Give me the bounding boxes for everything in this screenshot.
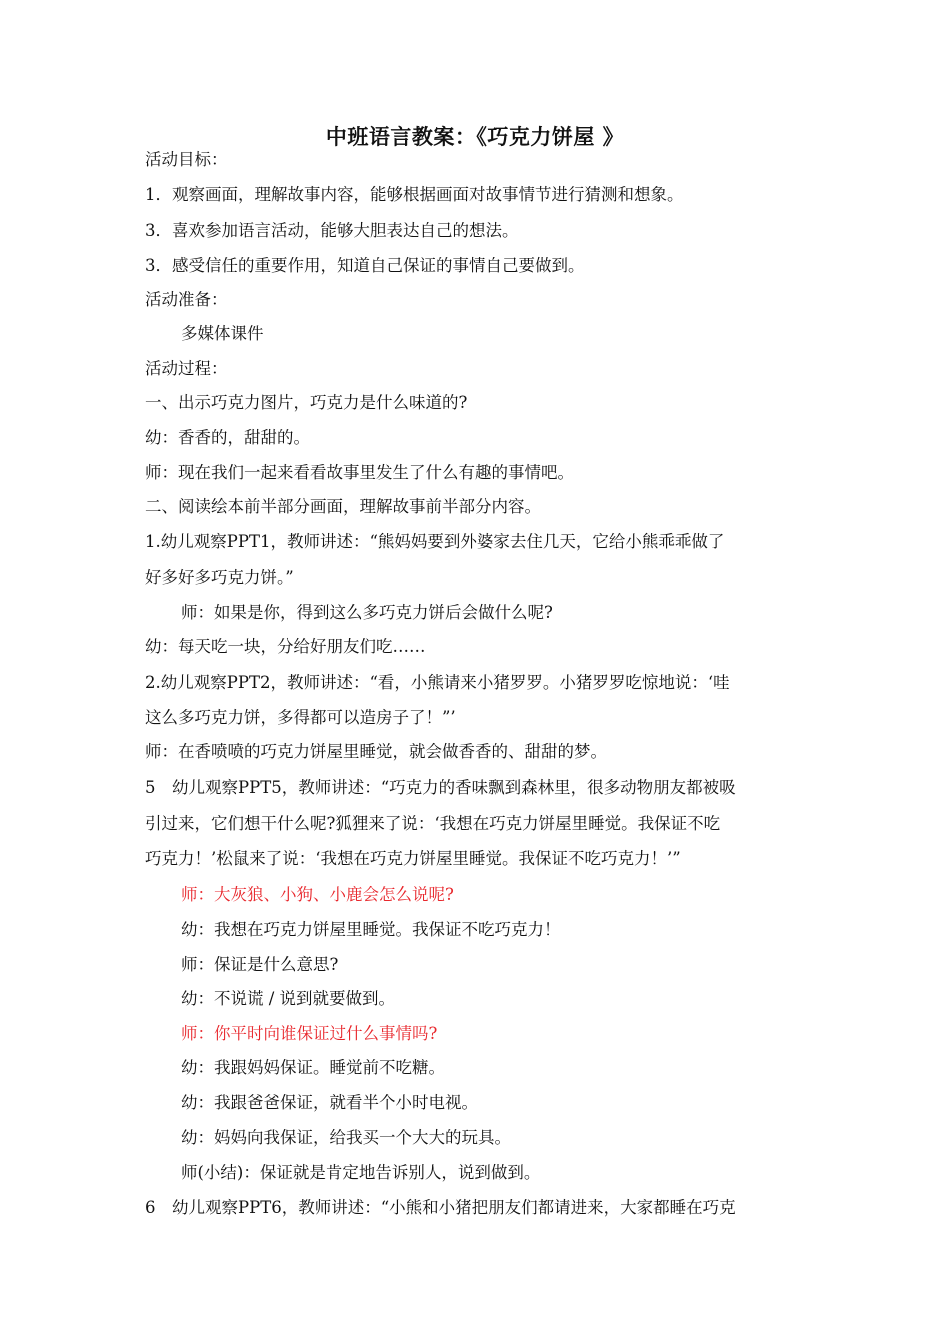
text-line: 师：如果是你，得到这么多巧克力饼后会做什么呢? — [181, 603, 553, 622]
document-title: 中班语言教案：《巧克力饼屋 》 — [325, 125, 625, 149]
text-line: 活动准备： — [145, 290, 228, 309]
text-line: 巧克力！’松鼠来了说：‘我想在巧克力饼屋里睡觉。我保证不吃巧克力！’” — [145, 849, 681, 868]
text-line: 师：保证是什么意思? — [181, 955, 339, 974]
text-line: 幼：每天吃一块，分给好朋友们吃…… — [145, 637, 426, 656]
text-line: 幼：妈妈向我保证，给我买一个大大的玩具。 — [181, 1128, 511, 1147]
text-line: 6 幼儿观察PPT6，教师讲述：“小熊和小猪把朋友们都请进来，大家都睡在巧克 — [145, 1198, 736, 1217]
text-line: 5 幼儿观察PPT5，教师讲述：“巧克力的香味飘到森林里，很多动物朋友都被吸 — [145, 778, 736, 797]
text-line: 师：现在我们一起来看看故事里发生了什么有趣的事情吧。 — [145, 463, 574, 482]
text-line-highlight: 师：你平时向谁保证过什么事情吗? — [181, 1024, 438, 1043]
text-line: 幼：我想在巧克力饼屋里睡觉。我保证不吃巧克力！ — [181, 920, 561, 939]
text-line: 3．感受信任的重要作用，知道自己保证的事情自己要做到。 — [145, 256, 585, 275]
text-line: 3．喜欢参加语言活动，能够大胆表达自己的想法。 — [145, 221, 519, 240]
text-line: 1.幼儿观察PPT1，教师讲述：“熊妈妈要到外婆家去住几天，它给小熊乖乖做了 — [145, 532, 725, 551]
text-line: 这么多巧克力饼，多得都可以造房子了！”’ — [145, 708, 456, 727]
text-line: 活动目标： — [145, 150, 228, 169]
text-line-highlight: 师：大灰狼、小狗、小鹿会怎么说呢? — [181, 885, 454, 904]
text-line: 幼：我跟妈妈保证。睡觉前不吃糖。 — [181, 1058, 445, 1077]
text-line: 好多好多巧克力饼。” — [145, 568, 294, 587]
text-line: 2.幼儿观察PPT2，教师讲述：“看，小熊请来小猪罗罗。小猪罗罗吃惊地说：‘哇 — [145, 673, 730, 692]
text-line: 一、出示巧克力图片，巧克力是什么味道的? — [145, 393, 468, 412]
text-line: 1．观察画面，理解故事内容，能够根据画面对故事情节进行猜测和想象。 — [145, 185, 684, 204]
text-line: 二、阅读绘本前半部分画面，理解故事前半部分内容。 — [145, 497, 541, 516]
text-line: 引过来，它们想干什么呢?狐狸来了说：‘我想在巧克力饼屋里睡觉。我保证不吃 — [145, 814, 721, 833]
text-line: 幼：香香的，甜甜的。 — [145, 428, 310, 447]
text-line: 幼：我跟爸爸保证，就看半个小时电视。 — [181, 1093, 478, 1112]
text-line: 多媒体课件 — [181, 324, 264, 343]
text-line: 师：在香喷喷的巧克力饼屋里睡觉，就会做香香的、甜甜的梦。 — [145, 742, 607, 761]
text-line: 师(小结)：保证就是肯定地告诉别人，说到做到。 — [181, 1163, 541, 1182]
text-line: 幼：不说谎 / 说到就要做到。 — [181, 989, 396, 1008]
text-line: 活动过程： — [145, 359, 228, 378]
